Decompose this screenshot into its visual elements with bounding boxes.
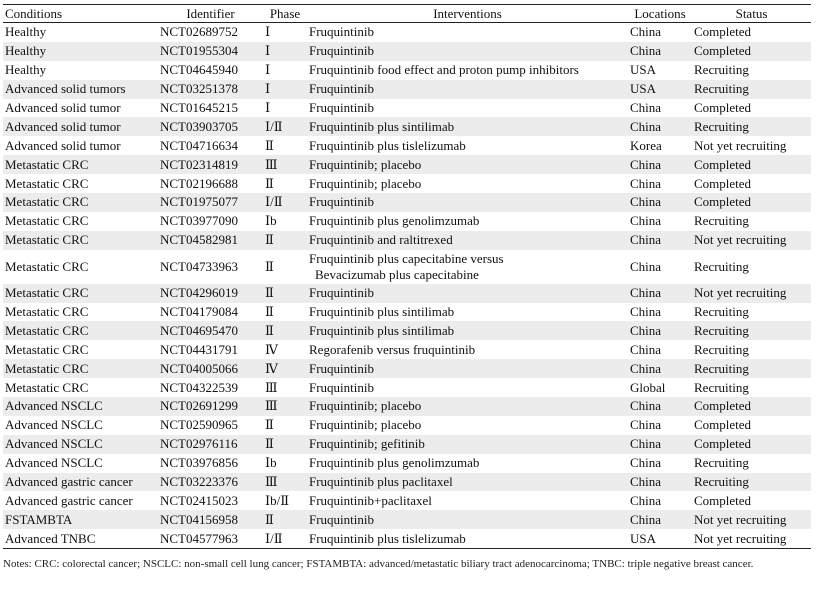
cell-identifier: NCT02196688 xyxy=(160,175,238,191)
table-row xyxy=(3,42,811,61)
cell-condition: Advanced NSCLC xyxy=(5,417,103,433)
cell-location: China xyxy=(628,231,692,250)
table-row xyxy=(3,212,811,231)
cell-phase: Ⅰ/Ⅱ xyxy=(263,529,307,548)
cell-condition: Metastatic CRC xyxy=(5,379,89,395)
cell-condition: Advanced gastric cancer xyxy=(3,473,158,492)
cell-phase: Ⅱ xyxy=(265,175,274,191)
table-row xyxy=(3,99,811,118)
cell-condition: Metastatic CRC xyxy=(3,193,158,212)
table-row xyxy=(3,250,811,284)
cell-intervention: Fruquintinib; placebo xyxy=(307,155,628,174)
cell-location: China xyxy=(628,155,692,174)
table-row xyxy=(3,359,811,378)
cell-identifier: NCT04296019 xyxy=(158,284,263,303)
cell-status: Completed xyxy=(692,155,811,174)
cell-intervention xyxy=(307,250,628,284)
cell-intervention: Fruquintinib xyxy=(307,80,628,99)
cell-status: Recruiting xyxy=(694,62,749,78)
table-row xyxy=(3,303,811,322)
cell-condition: Metastatic CRC xyxy=(3,284,158,303)
cell-intervention: Fruquintinib food effect and proton pump inhibitors xyxy=(309,62,579,78)
header-interventions: Interventions xyxy=(307,5,628,23)
cell-location: China xyxy=(630,24,662,40)
cell-location: China xyxy=(630,341,662,357)
cell-condition: Metastatic CRC xyxy=(5,258,89,274)
cell-condition: Advanced NSCLC xyxy=(3,397,158,416)
cell-identifier: NCT01955304 xyxy=(158,42,263,61)
cell-intervention: Regorafenib versus fruquintinib xyxy=(309,341,476,357)
cell-location: Korea xyxy=(630,137,662,153)
cell-intervention: Fruquintinib xyxy=(307,284,628,303)
table-body xyxy=(3,23,811,549)
cell-location: Global xyxy=(630,379,666,395)
cell-identifier: NCT02691299 xyxy=(158,397,263,416)
cell-status: Completed xyxy=(694,417,752,433)
cell-intervention: Fruquintinib plus sintilimab xyxy=(309,304,455,320)
cell-identifier: NCT02689752 xyxy=(160,24,238,40)
cell-phase: Ⅰb xyxy=(265,213,277,229)
cell-condition: Metastatic CRC xyxy=(5,304,89,320)
intervention-line-2: Bevacizumab plus capecitabine xyxy=(315,266,479,282)
table-row xyxy=(3,193,811,212)
cell-phase: Ⅲ xyxy=(265,379,278,395)
cell-location: China xyxy=(630,304,662,320)
cell-intervention: Fruquintinib xyxy=(309,24,375,40)
table-row xyxy=(3,416,811,435)
cell-identifier: NCT04733963 xyxy=(160,258,238,274)
cell-identifier: NCT02590965 xyxy=(160,417,238,433)
cell-intervention: Fruquintinib plus tislelizumab xyxy=(307,529,628,548)
cell-location: China xyxy=(628,117,692,136)
cell-phase: Ⅱ xyxy=(263,284,307,303)
cell-phase: Ⅰ/Ⅱ xyxy=(263,117,307,136)
cell-identifier: NCT04156958 xyxy=(158,510,263,529)
cell-status: Recruiting xyxy=(694,213,749,229)
cell-condition: Advanced solid tumors xyxy=(3,80,158,99)
cell-condition: Advanced NSCLC xyxy=(3,435,158,454)
cell-identifier: NCT03903705 xyxy=(158,117,263,136)
cell-status: Recruiting xyxy=(692,80,811,99)
cell-condition: Healthy xyxy=(5,62,47,78)
cell-identifier: NCT03223376 xyxy=(158,473,263,492)
cell-status: Not yet recruiting xyxy=(692,284,811,303)
cell-location: China xyxy=(628,510,692,529)
table-row xyxy=(3,117,811,136)
table-row xyxy=(3,61,811,80)
cell-intervention: Fruquintinib plus paclitaxel xyxy=(307,473,628,492)
cell-intervention: Fruquintinib; placebo xyxy=(309,175,422,191)
table-row xyxy=(3,491,811,510)
cell-condition: FSTAMBTA xyxy=(3,510,158,529)
cell-status: Not yet recruiting xyxy=(692,529,811,548)
cell-condition: Advanced TNBC xyxy=(3,529,158,548)
cell-status: Recruiting xyxy=(692,473,811,492)
cell-identifier: NCT04322539 xyxy=(160,379,238,395)
header-identifier: Identifier xyxy=(158,5,263,23)
cell-condition: Healthy xyxy=(5,24,47,40)
cell-status: Recruiting xyxy=(694,341,749,357)
cell-identifier: NCT04582981 xyxy=(158,231,263,250)
cell-intervention: Fruquintinib xyxy=(307,42,628,61)
cell-location: China xyxy=(630,175,662,191)
cell-location: China xyxy=(628,321,692,340)
cell-phase: Ⅲ xyxy=(263,473,307,492)
cell-status: Recruiting xyxy=(694,258,749,274)
table-row xyxy=(3,231,811,250)
cell-location: USA xyxy=(628,529,692,548)
table-row xyxy=(3,174,811,193)
table-row xyxy=(3,378,811,397)
cell-status: Recruiting xyxy=(694,379,749,395)
cell-phase: Ⅰ xyxy=(265,24,271,40)
cell-location: China xyxy=(630,213,662,229)
intervention-line-1: Fruquintinib plus capecitabine versus xyxy=(309,250,504,266)
cell-phase: Ⅱ xyxy=(265,258,274,274)
cell-phase: Ⅳ xyxy=(265,341,278,357)
cell-condition: Metastatic CRC xyxy=(3,321,158,340)
cell-phase: Ⅳ xyxy=(263,359,307,378)
cell-condition: Advanced solid tumor xyxy=(3,117,158,136)
cell-identifier: NCT04431791 xyxy=(160,341,238,357)
table-row xyxy=(3,454,811,473)
cell-phase: Ⅱ xyxy=(265,417,274,433)
trials-table-container xyxy=(3,4,811,549)
cell-status: Completed xyxy=(694,100,752,115)
cell-identifier: NCT02415023 xyxy=(160,492,238,508)
cell-status: Recruiting xyxy=(692,359,811,378)
table-notes: Notes: CRC: colorectal cancer; NSCLC: non-small cell lung cancer; FSTAMBTA: advanced/metastatic biliary tract adenocarcinoma; TNBC: triple negative breast cancer. xyxy=(3,558,754,570)
cell-intervention: Fruquintinib; placebo xyxy=(309,417,422,433)
table-row xyxy=(3,80,811,99)
cell-condition: Metastatic CRC xyxy=(3,155,158,174)
cell-location: China xyxy=(628,42,692,61)
clinical-trials-table xyxy=(3,4,811,549)
cell-intervention: Fruquintinib xyxy=(307,359,628,378)
cell-identifier: NCT03251378 xyxy=(158,80,263,99)
cell-phase: Ⅲ xyxy=(263,155,307,174)
header-phase: Phase xyxy=(263,5,307,23)
cell-condition: Metastatic CRC xyxy=(5,175,89,191)
cell-intervention: Fruquintinib plus genolimzumab xyxy=(309,455,480,471)
cell-location: China xyxy=(628,284,692,303)
cell-condition: Advanced NSCLC xyxy=(5,455,103,471)
cell-identifier: NCT01975077 xyxy=(158,193,263,212)
header-row xyxy=(3,5,811,23)
table-row xyxy=(3,340,811,359)
table-row xyxy=(3,284,811,303)
cell-location: China xyxy=(630,455,662,471)
table-row xyxy=(3,321,811,340)
cell-location: China xyxy=(630,492,662,508)
cell-intervention: Fruquintinib; placebo xyxy=(307,397,628,416)
cell-identifier: NCT02314819 xyxy=(158,155,263,174)
cell-phase: Ⅰ xyxy=(263,80,307,99)
cell-phase: Ⅱ xyxy=(263,321,307,340)
cell-location: China xyxy=(630,100,662,115)
table-row xyxy=(3,435,811,454)
cell-status: Completed xyxy=(694,24,752,40)
cell-intervention: Fruquintinib xyxy=(307,193,628,212)
cell-status: Not yet recruiting xyxy=(692,510,811,529)
cell-status: Recruiting xyxy=(694,304,749,320)
cell-status: Not yet recruiting xyxy=(694,137,787,153)
table-row xyxy=(3,155,811,174)
cell-condition: Metastatic CRC xyxy=(5,341,89,357)
cell-condition: Advanced solid tumor xyxy=(5,100,121,115)
cell-intervention: Fruquintinib; gefitinib xyxy=(307,435,628,454)
cell-location: China xyxy=(630,258,662,274)
cell-status: Recruiting xyxy=(694,455,749,471)
header-status: Status xyxy=(692,5,811,23)
cell-identifier: NCT02976116 xyxy=(158,435,263,454)
cell-location: China xyxy=(628,397,692,416)
table-row xyxy=(3,23,811,42)
cell-phase: Ⅰ/Ⅱ xyxy=(263,193,307,212)
cell-phase: Ⅱ xyxy=(263,435,307,454)
cell-identifier: NCT04716634 xyxy=(160,137,238,153)
cell-intervention: Fruquintinib and raltitrexed xyxy=(307,231,628,250)
cell-status: Completed xyxy=(694,492,752,508)
cell-phase: Ⅱ xyxy=(263,510,307,529)
cell-identifier: NCT01645215 xyxy=(160,100,238,115)
cell-phase: Ⅱ xyxy=(265,304,274,320)
cell-intervention: Fruquintinib plus sintilimab xyxy=(307,117,628,136)
cell-status: Completed xyxy=(692,42,811,61)
cell-location: China xyxy=(628,473,692,492)
cell-intervention: Fruquintinib+paclitaxel xyxy=(309,492,432,508)
table-row xyxy=(3,510,811,529)
cell-condition: Metastatic CRC xyxy=(3,231,158,250)
cell-intervention: Fruquintinib plus tislelizumab xyxy=(309,137,466,153)
cell-location: China xyxy=(628,435,692,454)
table-row xyxy=(3,529,811,548)
cell-intervention: Fruquintinib xyxy=(307,510,628,529)
table-row xyxy=(3,397,811,416)
cell-location: USA xyxy=(630,62,657,78)
cell-phase: Ⅰ xyxy=(265,62,271,78)
cell-status: Completed xyxy=(692,435,811,454)
cell-phase: Ⅰ xyxy=(263,42,307,61)
cell-intervention: Fruquintinib xyxy=(309,100,375,115)
header-conditions: Conditions xyxy=(3,5,158,23)
cell-condition: Healthy xyxy=(3,42,158,61)
cell-phase: Ⅰ xyxy=(265,100,271,115)
cell-condition: Advanced solid tumor xyxy=(5,137,121,153)
cell-identifier: NCT03977090 xyxy=(160,213,238,229)
cell-intervention: Fruquintinib plus genolimzumab xyxy=(309,213,480,229)
cell-location: China xyxy=(628,193,692,212)
table-row xyxy=(3,136,811,155)
cell-location: USA xyxy=(628,80,692,99)
cell-phase: Ⅱ xyxy=(265,137,274,153)
cell-status: Completed xyxy=(692,193,811,212)
cell-status: Completed xyxy=(694,175,752,191)
cell-identifier: NCT04179084 xyxy=(160,304,238,320)
cell-status: Not yet recruiting xyxy=(692,231,811,250)
cell-identifier: NCT04695470 xyxy=(158,321,263,340)
cell-intervention: Fruquintinib plus sintilimab xyxy=(307,321,628,340)
cell-location: China xyxy=(628,359,692,378)
table-header xyxy=(3,5,811,23)
header-locations: Locations xyxy=(628,5,692,23)
cell-location: China xyxy=(630,417,662,433)
cell-status: Recruiting xyxy=(692,321,811,340)
cell-phase: Ⅲ xyxy=(263,397,307,416)
cell-identifier: NCT04645940 xyxy=(160,62,238,78)
cell-phase: Ⅱ xyxy=(263,231,307,250)
cell-intervention: Fruquintinib xyxy=(309,379,375,395)
cell-identifier: NCT04577963 xyxy=(158,529,263,548)
cell-status: Recruiting xyxy=(692,117,811,136)
table-row xyxy=(3,473,811,492)
cell-phase: Ⅰb/Ⅱ xyxy=(265,492,290,508)
cell-condition: Metastatic CRC xyxy=(5,213,89,229)
cell-identifier: NCT03976856 xyxy=(160,455,238,471)
cell-condition: Metastatic CRC xyxy=(3,359,158,378)
cell-status: Completed xyxy=(692,397,811,416)
cell-condition: Advanced gastric cancer xyxy=(5,492,133,508)
cell-identifier: NCT04005066 xyxy=(158,359,263,378)
cell-phase: Ⅰb xyxy=(265,455,277,471)
